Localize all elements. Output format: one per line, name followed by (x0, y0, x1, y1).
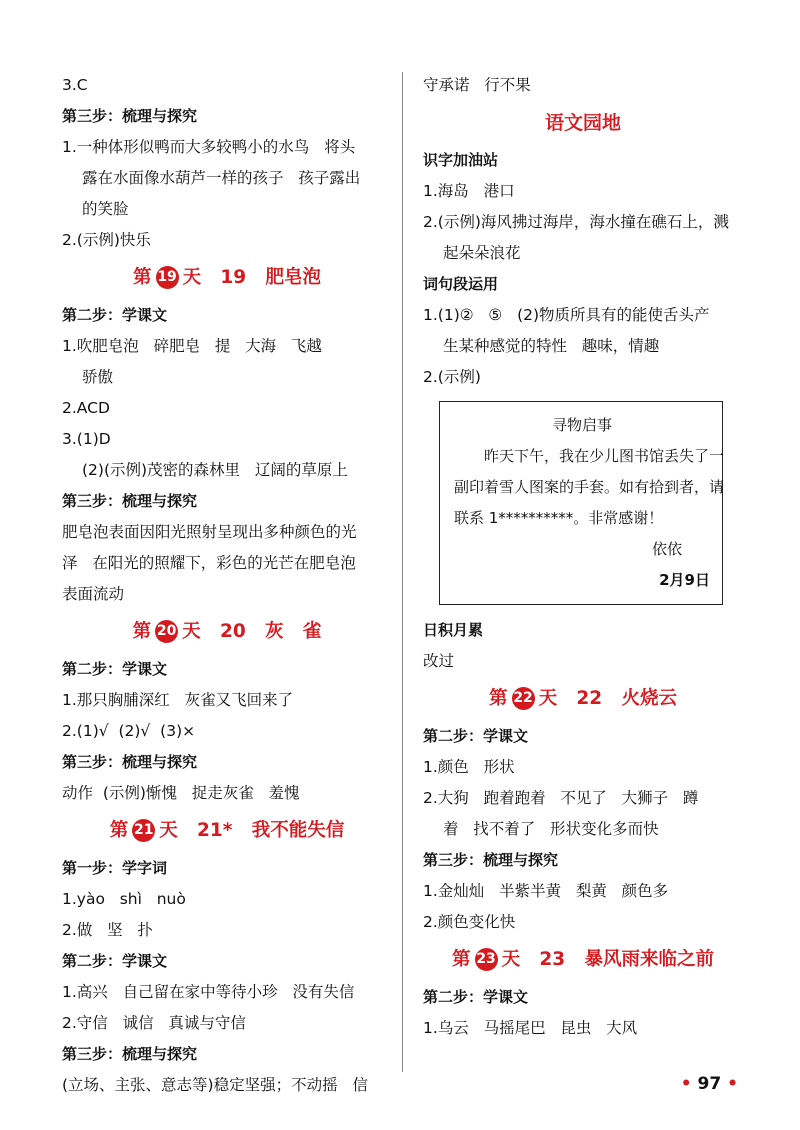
answer-line: 1.一种体形似鸭而大多较鸭小的水鸟 将头 (62, 138, 356, 156)
answer-line: (2)(示例)茂密的森林里 辽阔的草原上 (82, 461, 348, 479)
answer-line: 起朵朵浪花 (443, 244, 521, 262)
answer-line: 守承诺 行不果 (423, 76, 531, 94)
notice-body-line: 联系 1**********。非常感谢！ (454, 509, 664, 527)
answer-line: 1.吹肥皂泡 碎肥皂 提 大海 飞越 (62, 337, 322, 355)
notice-body-line: 副印着雪人图案的手套。如有拾到者，请 (454, 478, 725, 496)
answer-line: 表面流动 (62, 585, 125, 603)
answer-line: 肥皂泡表面因阳光照射呈现出多种颜色的光 (62, 523, 357, 541)
step-heading: 第一步：学字词 (62, 859, 168, 877)
lesson-title: 天 21* 我不能失信 (159, 820, 345, 841)
page-dot-icon: • (727, 1074, 738, 1094)
answer-line: 1.yào shì nuò (62, 890, 186, 908)
step-heading: 第二步：学课文 (62, 660, 168, 678)
step-heading: 识字加油站 (423, 151, 499, 169)
answer-line: 露在水面像水葫芦一样的孩子 孩子露出 (82, 169, 361, 187)
step-heading: 第三步：梳理与探究 (423, 851, 559, 869)
answer-line: 2.(示例)快乐 (62, 231, 151, 249)
step-heading: 第三步：梳理与探究 (62, 753, 198, 771)
page-dot-icon: • (680, 1074, 692, 1094)
step-heading: 第三步：梳理与探究 (62, 492, 198, 510)
answer-line: 生某种感觉的特性 趣味，情趣 (443, 337, 660, 355)
lesson-title: 天 19 肥皂泡 (182, 267, 321, 288)
answer-line: 1.那只胸脯深红 灰雀又飞回来了 (62, 691, 294, 709)
answer-line: 2.大狗 跑着跑着 不见了 大狮子 蹲 (423, 789, 699, 807)
step-heading: 第二步：学课文 (62, 306, 168, 324)
day-prefix: 第 (109, 820, 129, 841)
section-title: 语文园地 (544, 112, 621, 134)
answer-line: 2.ACD (62, 399, 110, 417)
day-section-title (423, 940, 743, 980)
notice-date: 2月9日 (659, 571, 710, 589)
answer-line: 1.金灿灿 半紫半黄 梨黄 颜色多 (423, 882, 669, 900)
lost-item-notice (439, 401, 723, 605)
day-number-badge: 21 (132, 819, 155, 842)
answer-line: (立场、主张、意志等)稳定坚强；不动摇 信 (62, 1076, 368, 1094)
answer-line: 2.(示例) (423, 368, 481, 386)
lesson-title: 天 23 暴风雨来临之前 (501, 949, 714, 970)
day-number-badge: 19 (156, 266, 179, 289)
step-heading: 第二步：学课文 (423, 988, 529, 1006)
day-number-badge: 23 (475, 948, 498, 971)
day-prefix: 第 (133, 267, 152, 288)
lesson-title: 天 22 火烧云 (538, 688, 677, 709)
step-heading: 第二步：学课文 (423, 727, 529, 745)
answer-line: 3.(1)D (62, 430, 111, 448)
step-heading: 第二步：学课文 (62, 952, 168, 970)
day-prefix: 第 (132, 621, 152, 642)
answer-line: 改过 (423, 652, 455, 670)
answer-line: 2.做 坚 扑 (62, 921, 153, 939)
step-heading: 日积月累 (423, 621, 484, 639)
step-heading: 词句段运用 (423, 275, 499, 293)
left-column (62, 70, 392, 1101)
notice-title: 寻物启事 (551, 416, 612, 434)
day-number-badge: 20 (155, 620, 178, 643)
right-column-bottom (423, 615, 743, 1044)
step-heading: 第三步：梳理与探究 (62, 1045, 198, 1063)
answer-line: 骄傲 (82, 368, 114, 386)
answer-line: 2.颜色变化快 (423, 913, 516, 931)
lesson-title: 天 20 灰 雀 (182, 621, 322, 642)
page-number: • 97 • (680, 1074, 738, 1094)
day-prefix: 第 (452, 949, 471, 970)
notice-signer: 依依 (651, 540, 682, 558)
day-section-title (62, 811, 392, 851)
day-section-title (62, 612, 392, 652)
day-section-title (62, 258, 392, 298)
answer-line: 动作 (示例)惭愧 捉走灰雀 羞愧 (62, 784, 300, 802)
answer-line: 1.乌云 马摇尾巴 昆虫 大风 (423, 1019, 638, 1037)
right-column-top (423, 70, 743, 393)
day-prefix: 第 (489, 688, 508, 709)
answer-line: 2.(示例)海风拂过海岸，海水撞在礁石上，溅 (423, 213, 729, 231)
notice-body-line: 昨天下午，我在少儿图书馆丢失了一 (484, 447, 725, 465)
answer-line: 2.(1)√ (2)√ (3)× (62, 722, 196, 740)
day-section-title (423, 679, 743, 719)
step-heading: 第三步：梳理与探究 (62, 107, 198, 125)
right-column (423, 70, 743, 1044)
day-number-badge: 22 (512, 687, 535, 710)
answer-line: 1.海岛 港口 (423, 182, 515, 200)
column-divider (402, 72, 403, 1072)
answer-line: 泽 在阳光的照耀下，彩色的光芒在肥皂泡 (62, 554, 356, 572)
answer-line: 3.C (62, 76, 88, 94)
answer-line: 1.高兴 自己留在家中等待小珍 没有失信 (62, 983, 355, 1001)
answer-line: 的笑脸 (82, 200, 129, 218)
answer-line: 1.(1)② ⑤ (2)物质所具有的能使舌头产 (423, 306, 710, 324)
answer-line: 2.守信 诚信 真诚与守信 (62, 1014, 246, 1032)
answer-line: 着 找不着了 形状变化多而快 (443, 820, 659, 838)
answer-line: 1.颜色 形状 (423, 758, 515, 776)
